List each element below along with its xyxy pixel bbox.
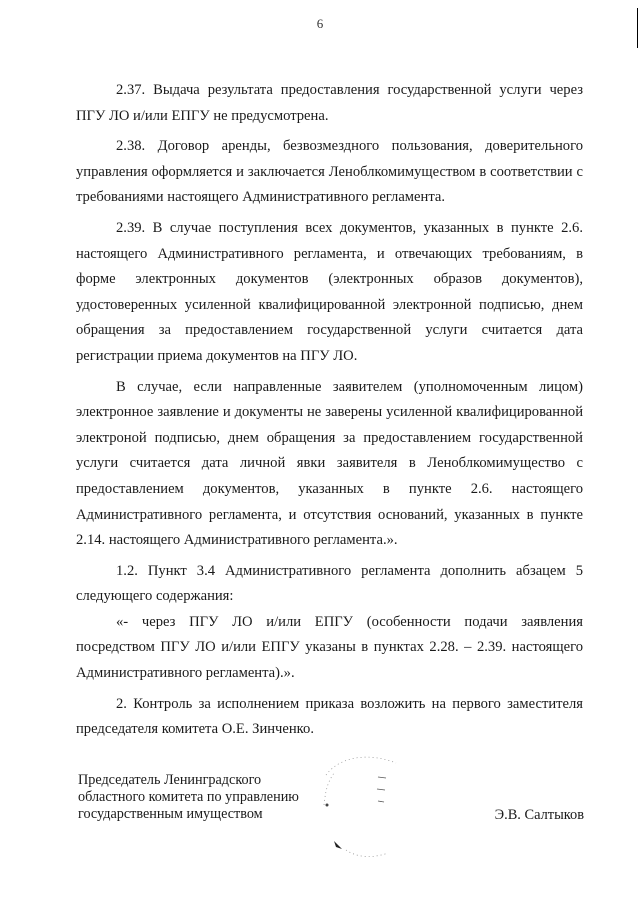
document-body <box>76 78 583 743</box>
signer-position-line: Председатель Ленинградского <box>78 772 262 788</box>
page-number: 6 <box>316 16 324 31</box>
signer-position-line: областного комитета по управлению <box>78 789 299 805</box>
paragraph-2-37: 2.37. Выдача результата предоставления государственной услуги через ПГУ ЛО и/или ЕПГУ не предусмотрена. <box>76 82 583 124</box>
signer-name: Э.В. Салтыков <box>494 807 584 823</box>
paragraph-case: В случае, если направленные заявителем (уполномоченным лицом) электронное заявление и документы не заверены усиленной квалифицированной электроной подписью, днем обращения за предоставлением государственной услуги считается дата личной явки заявителя в Леноблкомимущество с предоставлением документов, указанных в пункте 2.6. настоящего Административного регламента, и отсутствия оснований, указанных в пункте 2.14. настоящего Административного регламента.». <box>76 378 583 549</box>
signer-position-line: государственным имуществом <box>78 806 263 822</box>
paragraph-2-38: 2.38. Договор аренды, безвозмездного пользования, доверительного управления оформляется и заключается Леноблкомимуществом в соответствии с требованиями настоящего Административного регламента. <box>76 138 583 206</box>
signature-stamp-image <box>316 745 406 865</box>
paragraph-2: 2. Контроль за исполнением приказа возложить на первого заместителя председателя комитета О.Е. Зинченко. <box>76 695 583 738</box>
paragraph-quote: «- через ПГУ ЛО и/или ЕПГУ (особенности подачи заявления посредством ПГУ ЛО и/или ЕПГУ указаны в пунктах 2.28. – 2.39. настоящего Административного регламента).». <box>76 613 583 682</box>
paragraph-2-39: 2.39. В случае поступления всех документов, указанных в пункте 2.6. настоящего Административного регламента, и отвечающих требованиям, в форме электронных документов (электронных образов документов), удостоверенных усиленной квалифицированной электронной подписью, днем обращения за предоставлением государственной услуги считается дата регистрации приема документов на ПГУ ЛО. <box>76 219 583 364</box>
paragraph-1-2: 1.2. Пункт 3.4 Административного регламента дополнить абзацем 5 следующего содержания: <box>76 562 583 605</box>
